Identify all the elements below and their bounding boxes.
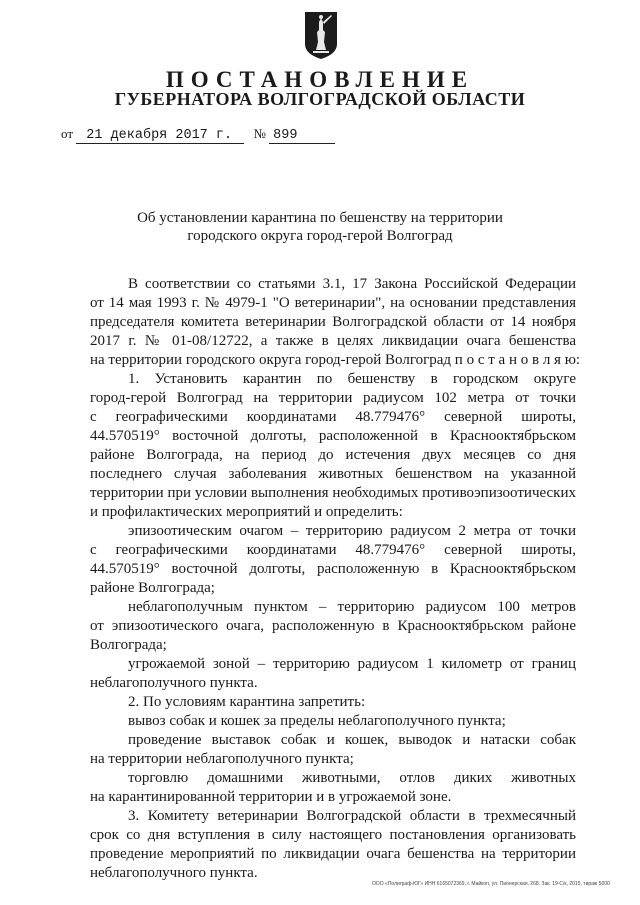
document-number: 899 [269,129,335,144]
date-number-line [61,126,335,144]
number-label: № [253,126,266,141]
date-from-label: от [61,126,74,141]
body-line: от 14 мая 1993 г. № 4979-1 "О ветеринарии", на основании представления [90,295,576,311]
body-line: и профилактических мероприятий и определить: [90,504,403,520]
document-subtitle: ГУБЕРНАТОРА ВОЛГОГРАДСКОЙ ОБЛАСТИ [114,89,526,109]
body-line: 3. Комитету ветеринарии Волгоградской области в трехмесячный [128,808,576,824]
subject-line: Об установлении карантина по бешенству на территории [137,210,503,226]
body-line: 44.570519° восточной долготы, расположенную в Краснооктябрьском [90,561,576,577]
body-line: торговлю домашними животными, отлов диких животных [128,770,576,786]
body-line: проведение выставок собак и кошек, выводок и натаски собак [128,732,576,748]
body-line: 44.570519° восточной долготы, расположенной в Краснооктябрьском [90,428,576,444]
body-line: срок со дня вступления в силу настоящего постановления организовать [90,827,576,843]
body-line: районе Волгограда, на период до истечения двух месяцев со дня [90,447,576,463]
body-line: эпизоотическим очагом – территорию радиусом 2 метра от точки [128,523,576,539]
body-line: В соответствии со статьями 3.1, 17 Закона Российской Федерации [128,276,576,292]
document-title: ПОСТАНОВЛЕНИЕ [165,67,475,92]
body-line: районе Волгограда; [90,580,215,596]
body-line: неблагополучного пункта. [90,675,258,691]
document-body [90,275,581,883]
printer-imprint: ООО «Полиграф-ЮГ» ИНН 6165072369, г. Майкоп, ул. Пионерская, 268. Зак. 19-С/к, 2015, тираж 5000 [372,881,610,887]
body-line: с географическими координатами 48.779476° северной широты, [90,542,576,558]
body-line: на территории неблагополучного пункта; [90,751,354,767]
body-line: последнего случая заболевания животных бешенством на указанной [90,466,576,482]
body-line: председателя комитета ветеринарии Волгоградской области от 14 ноября [90,314,576,330]
body-line: неблагополучным пунктом – территорию радиусом 100 метров [128,599,576,615]
body-line: угрожаемой зоной – территорию радиусом 1 километр от границ [128,656,576,672]
coat-of-arms-emblem [302,10,340,60]
subject-line: городского округа город-герой Волгоград [187,228,453,244]
body-line: 2017 г. № 01-08/12722, а также в целях ликвидации очага бешенства [90,333,576,349]
body-line: Волгограда; [90,637,167,653]
body-line: 1. Установить карантин по бешенству в городском округе [128,371,576,387]
body-line: город-герой Волгоград на территории радиусом 102 метра от точки [90,390,576,406]
body-line: на территории городского округа город-герой Волгоград п о с т а н о в л я ю: [90,352,581,368]
body-line: 2. По условиям карантина запретить: [128,694,366,710]
body-line: от эпизоотического очага, расположенную в Краснооктябрьском районе [90,618,576,634]
body-line: территории при условии выполнения необходимых противоэпизоотических [90,485,576,501]
document-subject [90,209,550,245]
body-line: неблагополучного пункта. [90,865,258,881]
body-line: на карантинированной территории и в угрожаемой зоне. [90,789,452,805]
document-date: 21 декабря 2017 г. [76,129,244,144]
body-line: с географическими координатами 48.779476° северной широты, [90,409,576,425]
body-line: вывоз собак и кошек за пределы неблагополучного пункта; [128,713,506,729]
body-line: проведение мероприятий по ликвидации очага бешенства на территории [90,846,576,862]
